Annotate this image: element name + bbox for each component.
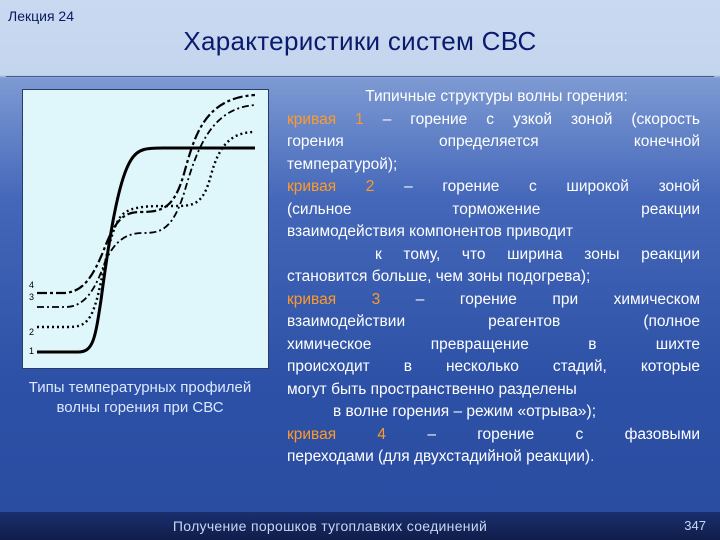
figure-caption <box>6 378 274 418</box>
page-number: 347 <box>684 518 706 533</box>
curve-label-4: 4 <box>29 280 35 290</box>
temperature-profile-figure <box>22 89 269 369</box>
curve-1-line-3: температурой); <box>287 155 398 173</box>
curve-label-3: 3 <box>29 292 35 302</box>
curve-4-line-2: переходами (для двухстадийной реакции). <box>287 448 595 465</box>
curve-2-line-1: кривая 2 – горение с широкой зоной <box>287 178 700 195</box>
curve-label-2: 2 <box>29 327 35 337</box>
curve-2-line-5: становится больше, чем зоны подогрева); <box>287 268 591 285</box>
curve-3 <box>37 105 255 307</box>
caption-line-2: волны горения при СВС <box>56 399 224 416</box>
curve-3-line-6: в волне горения – режим «отрыва»); <box>333 403 597 420</box>
curve-3-line-3: химическое превращение в шихте <box>287 335 700 353</box>
lecture-label: Лекция 24 <box>8 8 74 24</box>
curve-3-line-5: могут быть пространственно разделены <box>287 380 577 398</box>
slide-title: Характеристики систем СВС <box>183 26 537 56</box>
curve-3-line-1: кривая 3 – горение при химическом <box>287 290 701 308</box>
curve-2-line-2: (сильное торможение реакции <box>287 200 700 218</box>
curve-2 <box>37 132 255 327</box>
curve-2-line-3: взаимодействия компонентов приводит <box>287 223 574 240</box>
curve-4-keyword: кривая 4 <box>287 425 387 443</box>
caption-line-1: Типы температурных профилей <box>28 379 252 396</box>
curve-4 <box>37 95 255 293</box>
curve-4-line-1: кривая 4 – горение с фазовыми <box>287 425 701 443</box>
footer-title: Получение порошков тугоплавких соединений <box>172 518 488 534</box>
curve-1 <box>37 148 255 352</box>
structures-heading: Типичные структуры волны горения: <box>365 88 628 105</box>
curve-label-1: 1 <box>29 346 35 356</box>
curve-3-keyword: кривая 3 <box>287 290 381 308</box>
title-divider <box>6 76 714 77</box>
curve-1-line-1: кривая 1 – горение с узкой зоной (скорость <box>287 110 700 128</box>
curve-3-line-2: взаимодействии реагентов (полное <box>287 313 700 330</box>
description-text <box>287 86 700 469</box>
curve-1-keyword: кривая 1 <box>287 110 364 128</box>
curve-2-line-4: к тому, что ширина зоны реакции <box>375 245 700 263</box>
curve-3-line-4: происходит в несколько стадий, которые <box>287 358 700 375</box>
curve-2-keyword: кривая 2 <box>287 178 375 195</box>
curve-1-line-2: горения определяется конечной <box>287 133 700 150</box>
temperature-profile-plot <box>23 90 268 368</box>
